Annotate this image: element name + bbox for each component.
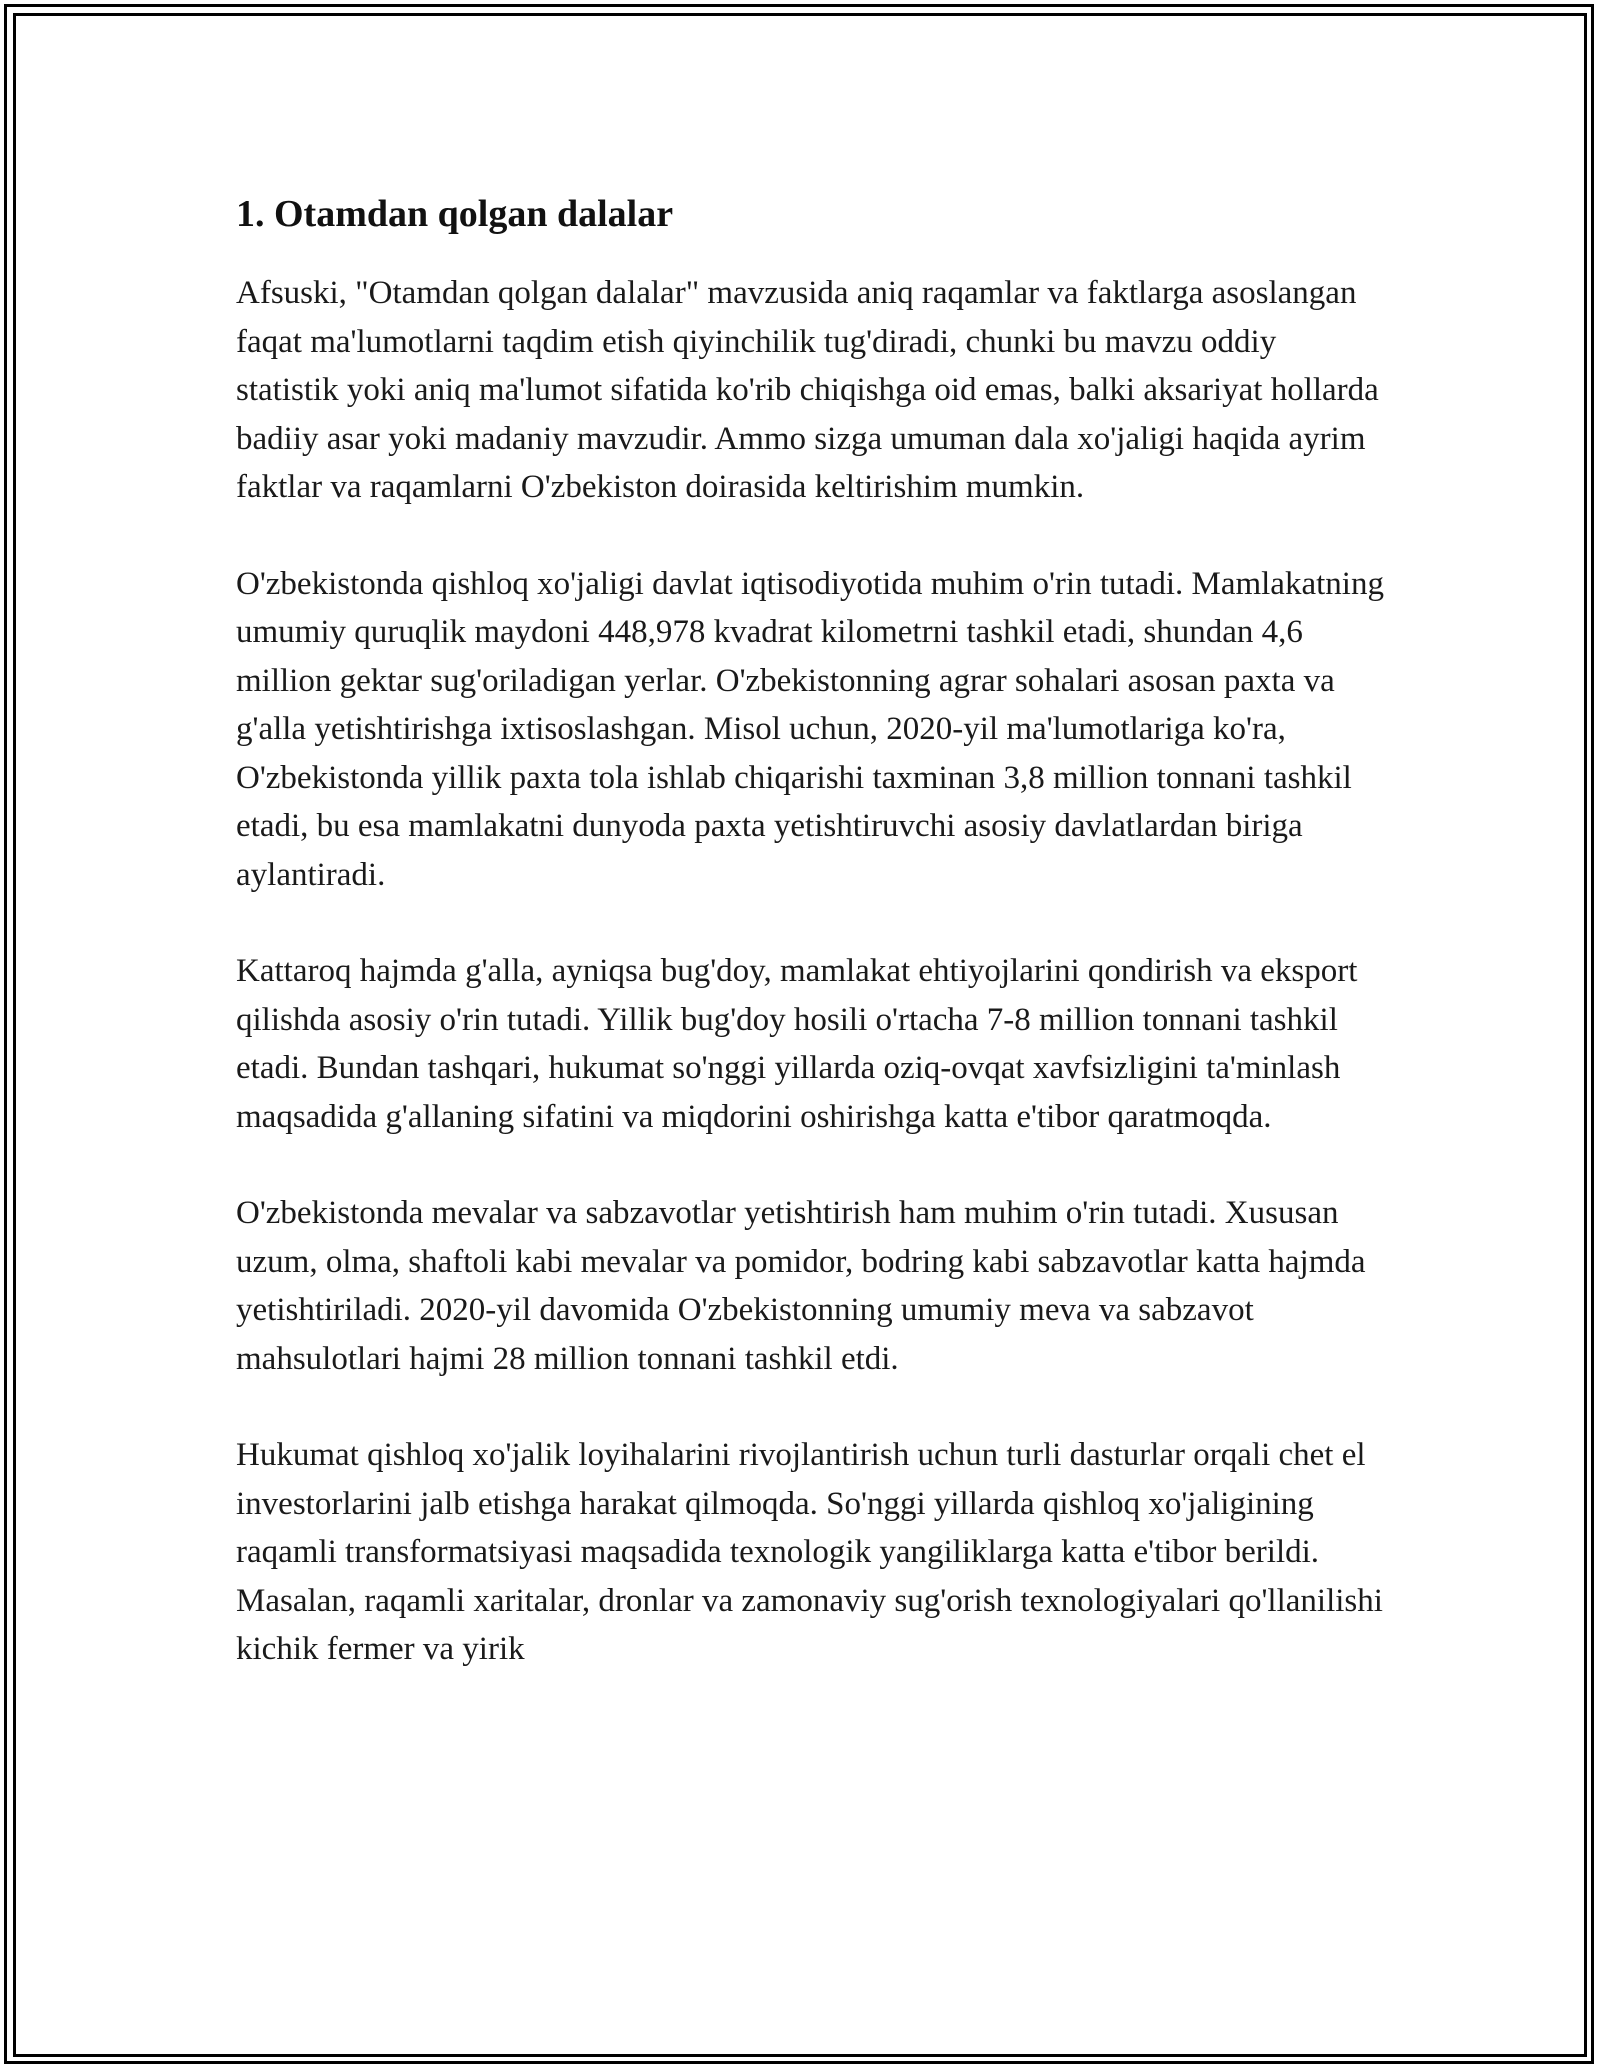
document-title: 1. Otamdan qolgan dalalar xyxy=(236,193,674,235)
paragraph-2: O'zbekistonda qishloq xo'jaligi davlat iqtisodiyotida muhim o'rin tutadi. Mamlakatning umumiy quruqlik maydoni 448,978 kvadrat kilometrni tashkil etadi, shundan 4,6 million gektar sug'oriladigan yerlar. O'zbekistonning agrar sohalari asosan paxta va g'alla yetishtirishga ixtisoslashgan. Misol uchun, 2020-yil ma'lumotlariga ko'ra, O'zbekistonda yillik paxta tola ishlab chiqarishi taxminan 3,8 million tonnani tashkil etadi, bu esa mamlakatni dunyoda paxta yetishtiruvchi asosiy davlatlardan biriga aylantiradi. xyxy=(236,565,1384,893)
document-body xyxy=(236,185,1386,1722)
paragraph-4: O'zbekistonda mevalar va sabzavotlar yetishtirish ham muhim o'rin tutadi. Xususan uzum, olma, shaftoli kabi mevalar va pomidor, bodring kabi sabzavotlar katta hajmda yetishtiriladi. 2020-yil davomida O'zbekistonning umumiy meva va sabzavot mahsulotlari hajmi 28 million tonnani tashkil etdi. xyxy=(236,1195,1366,1377)
paragraph-3: Kattaroq hajmda g'alla, ayniqsa bug'doy, mamlakat ehtiyojlarini qondirish va eksport qilishda asosiy o'rin tutadi. Yillik bug'doy hosili o'rtacha 7-8 million tonnani tashkil etadi. Bundan tashqari, hukumat so'nggi yillarda oziq-ovqat xavfsizligini ta'minlash maqsadida g'allaning sifatini va miqdorini oshirishga katta e'tibor qaratmoqda. xyxy=(236,953,1358,1135)
paragraph-5: Hukumat qishloq xo'jalik loyihalarini rivojlantirish uchun turli dasturlar orqali chet el investorlarini jalb etishga harakat qilmoqda. So'nggi yillarda qishloq xo'jaligining raqamli transformatsiyasi maqsadida texnologik yangiliklarga katta e'tibor berildi. Masalan, raqamli xaritalar, dronlar va zamonaviy sug'orish texnologiyalari qo'llanilishi kichik fermer va yirik xyxy=(236,1437,1383,1667)
paragraph-1: Afsuski, "Otamdan qolgan dalalar" mavzusida aniq raqamlar va faktlarga asoslangan faqat ma'lumotlarni taqdim etish qiyinchilik tug'diradi, chunki bu mavzu oddiy statistik yoki aniq ma'lumot sifatida ko'rib chiqishga oid emas, balki aksariyat hollarda badiiy asar yoki madaniy mavzudir. Ammo sizga umuman dala xo'jaligi haqida ayrim faktlar va raqamlarni O'zbekiston doirasida keltirishim mumkin. xyxy=(236,275,1379,505)
